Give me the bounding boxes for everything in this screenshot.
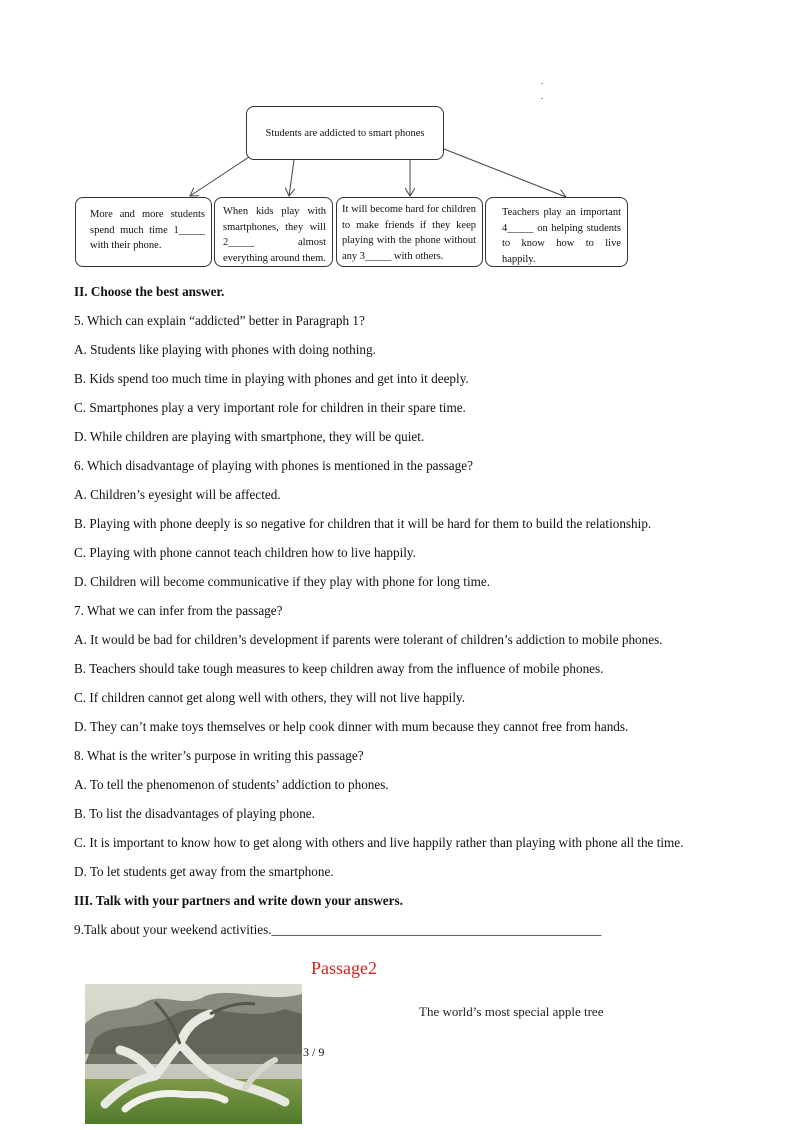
mind-map-box-2: When kids play with smartphones, they will 2_____ almost everything around them. xyxy=(214,197,333,267)
mind-map-root: Students are addicted to smart phones xyxy=(246,106,444,160)
question-8-option-a: A. To tell the phenomenon of students’ addiction to phones. xyxy=(74,777,389,792)
question-6-option-a: A. Children’s eyesight will be affected. xyxy=(74,487,281,502)
question-6-option-b: B. Playing with phone deeply is so negative for children that it will be hard for them to build the relationship. xyxy=(74,516,652,531)
question-6-option-c: C. Playing with phone cannot teach children how to live happily. xyxy=(74,545,416,560)
question-5-option-b: B. Kids spend too much time in playing with phones and get into it deeply. xyxy=(74,371,469,386)
question-5-stem: 5. Which can explain “addicted” better in Paragraph 1? xyxy=(74,313,365,328)
question-7-option-d: D. They can’t make toys themselves or help cook dinner with mum because they cannot free from hands. xyxy=(74,719,629,734)
question-9-prompt: 9.Talk about your weekend activities.__________________________________________________ xyxy=(74,922,602,937)
question-5-option-c: C. Smartphones play a very important role for children in their spare time. xyxy=(74,400,466,415)
decorative-dots: . . xyxy=(541,76,544,101)
arrow-2 xyxy=(289,160,294,196)
question-7-stem: 7. What we can infer from the passage? xyxy=(74,603,283,618)
question-7-option-c: C. If children cannot get along well with others, they will not live happily. xyxy=(74,690,466,705)
question-5-option-d: D. While children are playing with smartphone, they will be quiet. xyxy=(74,429,425,444)
question-6-stem: 6. Which disadvantage of playing with phones is mentioned in the passage? xyxy=(74,458,473,473)
passage-2-caption: The world’s most special apple tree xyxy=(419,1004,604,1019)
question-6-option-d: D. Children will become communicative if they play with phone for long time. xyxy=(74,574,491,589)
question-7-option-b: B. Teachers should take tough measures to keep children away from the influence of mobile phones. xyxy=(74,661,604,676)
question-7-option-a: A. It would be bad for children’s development if parents were tolerant of children’s addiction to mobile phones. xyxy=(74,632,663,647)
question-5-option-a: A. Students like playing with phones with doing nothing. xyxy=(74,342,376,357)
apple-tree-photo xyxy=(85,984,302,1124)
mind-map-box-3: It will become hard for children to make friends if they keep playing with the phone without any 3_____ with others. xyxy=(336,197,483,267)
mind-map-box-1: More and more students spend much time 1_____ with their phone. xyxy=(75,197,212,267)
question-8-option-b: B. To list the disadvantages of playing phone. xyxy=(74,806,315,821)
apple-tree-illustration xyxy=(85,984,302,1124)
section-2-heading: II. Choose the best answer. xyxy=(74,284,225,299)
arrow-1 xyxy=(190,157,249,196)
page-number: 3 / 9 xyxy=(303,1045,325,1059)
question-8-option-d: D. To let students get away from the smartphone. xyxy=(74,864,334,879)
section-3-heading: III. Talk with your partners and write down your answers. xyxy=(74,893,403,908)
passage-2-title: Passage2 xyxy=(311,958,377,978)
question-8-stem: 8. What is the writer’s purpose in writing this passage? xyxy=(74,748,364,763)
question-8-option-c: C. It is important to know how to get along with others and live happily rather than playing with phone all the time. xyxy=(74,835,684,850)
arrow-4 xyxy=(444,149,566,197)
mind-map-box-4: Teachers play an important 4_____ on helping students to know how to live happily. xyxy=(485,197,628,267)
